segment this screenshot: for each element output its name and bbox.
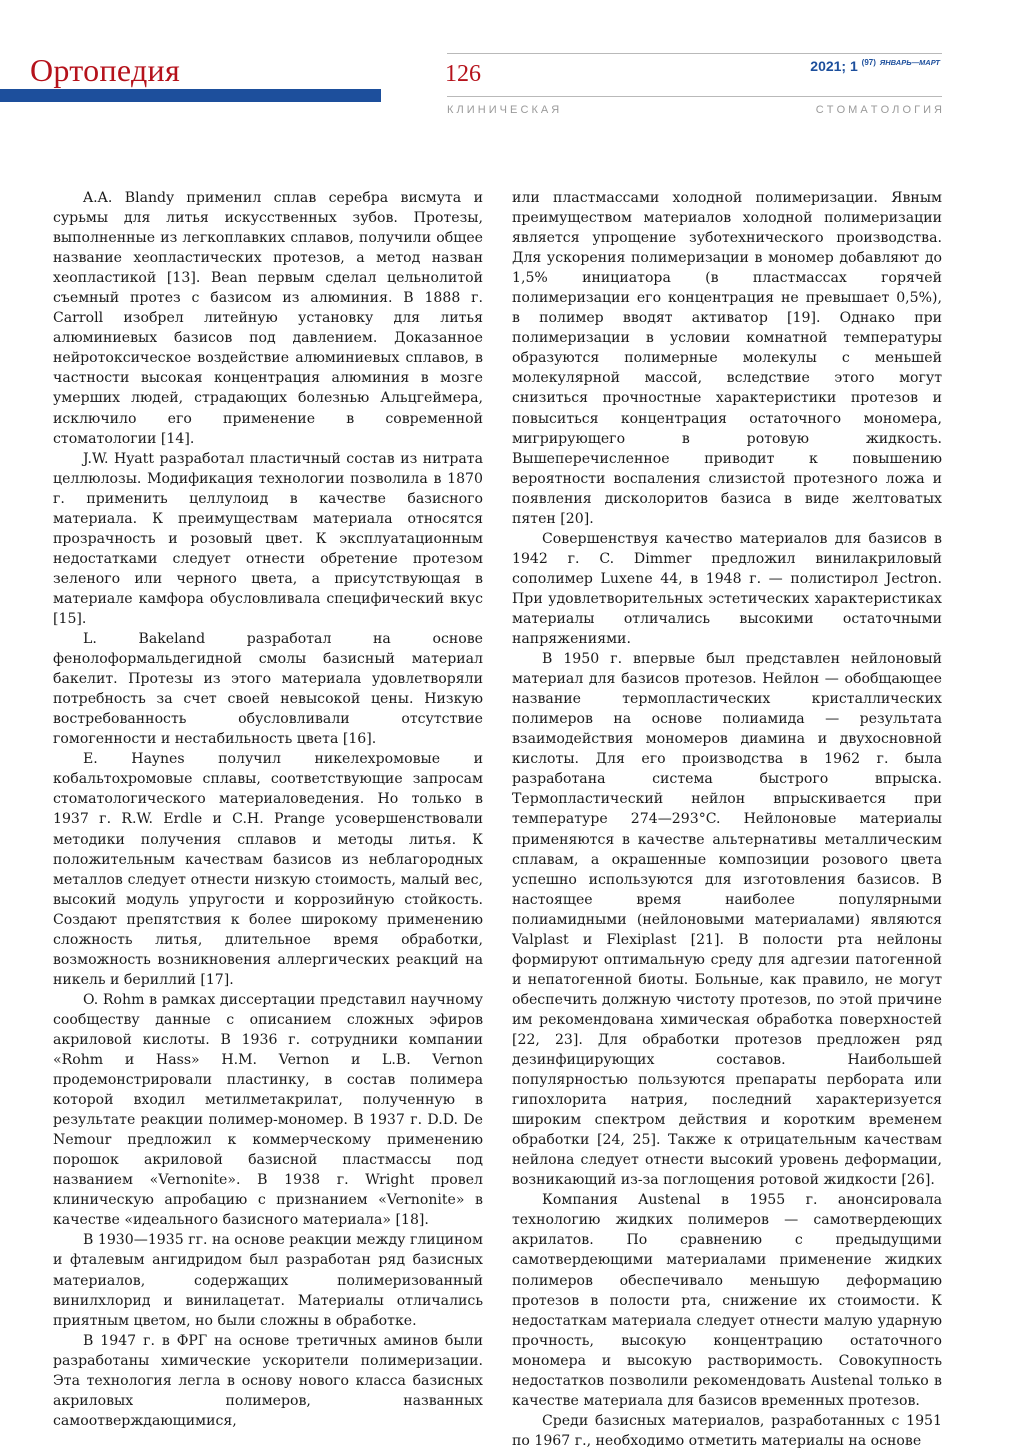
journal-word-2: С Т О М А Т О Л О Г И Я	[815, 104, 942, 116]
paragraph: J.W. Hyatt разработал пластичный состав из нитрата целлюлозы. Модификация технологии позволила в 1870 г. применить целлулоид в качестве базисного материала. К преимуществам материала относятся прозрачность и розовый цвет. К эксплуатационным недостатками следует отнести обретение протезом зеленого или черного цвета, а присутствующая в материале камфора обусловливала специфический вкус [15].	[53, 450, 483, 627]
issue-total: (97)	[861, 58, 876, 67]
paragraph: В 1947 г. в ФРГ на основе третичных аминов были разработаны химические ускорители полимеризации. Эта технология легла в основу нового класса базисных акриловых полимеров, названных самоотверждающимися,	[53, 1332, 483, 1429]
header-top-rule	[447, 53, 942, 54]
issue-year-number: 2021; 1	[810, 58, 858, 74]
header-mid-rule	[447, 96, 942, 97]
paragraph: O. Rohm в рамках диссертации представил научному сообществу данные с описанием сложных эфиров акриловой кислоты. В 1936 г. сотрудники компании «Rohm и Hass» H.M. Vernon и L.B. Vernon продемонстрировали пластинку, в состав полимера которой входил метилметакрилат, полученную в результате реакции полимер-мономер. В 1937 г. D.D. De Nemour предложил к коммерческому применению порошок акриловой базисной пластмассы под названием «Vernonite». В 1938 г. Wright провел клиническую апробацию с признанием «Vernonite» в качестве «идеального базисного материала» [18].	[53, 991, 483, 1229]
journal-word-1: К Л И Н И Ч Е С К А Я	[447, 104, 560, 116]
paragraph: Среди базисных материалов, разработанных с 1951 по 1967 г., необходимо отметить материалы на основе	[512, 1412, 942, 1449]
section-title: Ортопедия	[30, 52, 180, 88]
paragraph: Совершенствуя качество материалов для базисов в 1942 г. C. Dimmer предложил винилакриловый сополимер Luxene 44, в 1948 г. — полистирол Jectron. При удовлетворительных эстетических характеристиках материалы отличались высокими остаточными напряжениями.	[512, 530, 942, 648]
paragraph: E. Haynes получил никелехромовые и кобальтохромовые сплавы, соответствующие запросам стоматологического материаловедения. Но только в 1937 г. R.W. Erdle и C.H. Prange усовершенствовали методики получения сплавов и методы литья. К положительным качествам базисов из неблагородных металлов следует отнести низкую стоимость, малый вес, высокий модуль упругости и коррозийную стойкость. Создают препятствия к более широкому применению сложность литья, длительное время обработки, возможность возникновения аллергических реакций на никель и бериллий [17].	[53, 751, 483, 988]
left-column	[53, 188, 483, 1431]
issue-months: ЯНВАРЬ—МАРТ	[879, 58, 940, 67]
page-number: 126	[445, 61, 481, 87]
paragraph-continuation: или пластмассами холодной полимеризации. Явным преимуществом материалов холодной полимеризации является упрощение зуботехнического производства. Для ускорения полимеризации в мономер добавляют до 1,5% инициатора (в пластмассах горячей полимеризации его концентрация не превышает 0,5%), в полимер вводят активатор [19]. Однако при полимеризации в условии комнатной температуры образуются полимерные молекулы с меньшей молекулярной массой, вследствие этого могут снизиться прочностные характеристики протезов и повыситься концентрация остаточного мономера, мигрирующего в ротовую жидкость. Вышеперечисленное приводит к повышению вероятности воспаления слизистой протезного ложа и появления дисколоритов базиса в виде желтоватых пятен [20].	[512, 190, 942, 527]
paragraph: В 1930—1935 гг. на основе реакции между глицином и фталевым ангидридом был разработан ряд базисных материалов, содержащих полимеризованный винилхлорид и винилацетат. Материалы отличались приятным цветом, но были сложны в обработке.	[53, 1232, 483, 1329]
paragraph: В 1950 г. впервые был представлен нейлоновый материал для базисов протезов. Нейлон — обобщающее название термопластических кристаллических полимеров на основе полиамида — результата взаимодействия мономеров диамина и двухосновной кислоты. Для его производства в 1962 г. была разработана система быстрого впрыска. Термопластический нейлон впрыскивается при температуре 274—293°C. Нейлоновые материалы применяются в качестве альтернативы металлическим сплавам, а окрашенные композиции розового цвета успешно используются для изготовления базисов. В настоящее время наиболее популярными полиамидными (нейлоновыми материалами) являются Valplast и Flexiplast [21]. В полости рта нейлоны формируют оптимальную среду для адгезии патогенной и непатогенной биоты. Больные, как правило, не могут обеспечить должную чистоту протезов, по этой причине им рекомендована химическая обработка поверхностей [22, 23]. Для обработки протезов предложен ряд дезинфицирующих составов. Наибольшей популярностью пользуются препараты пербората или гипохлорита натрия, последний характеризуется широким спектром действия и коротким временем обработки [24, 25]. Также к отрицательным качествам нейлона следует отнести высокий уровень деформации, возникающий из-за поглощения ротовой жидкости [26].	[512, 651, 942, 1189]
journal-name	[447, 103, 942, 117]
section-color-bar	[0, 89, 381, 102]
paragraph: A.A. Blandy применил сплав серебра висмута и сурьмы для литья искусственных зубов. Протезы, выполненные из легкоплавких сплавов, получили общее название хеопластических протезов, а метод назван хеопластикой [13]. Bean первым сделал цельнолитой съемный протез с базисом из алюминия. В 1888 г. Carroll изобрел литейную установку для литья алюминиевых базисов под давлением. Доказанное нейротоксическое воздействие алюминиевых сплавов, в частности высокая концентрация алюминия в мозге умерших людей, страдающих болезнью Альцгеймера, исключило его применение в современной стоматологии [14].	[53, 190, 483, 447]
paragraph: Компания Austenal в 1955 г. анонсировала технологию жидких полимеров — самотвердеющих акрилатов. По сравнению с предыдущими самотвердеющими материалами применение жидких полимеров обеспечивало меньшую деформацию протезов в полости рта, снижение их стоимости. К недостаткам материала следует отнести малую ударную прочность, высокую концентрацию остаточного мономера и высокую растворимость. Совокупность недостатков позволили рекомендовать Austenal только в качестве материала для базисов временных протезов.	[512, 1192, 942, 1409]
paragraph: L. Bakeland разработал на основе фенолоформальдегидной смолы базисный материал бакелит. Протезы из этого материала удовлетворяли потребность за счет своей невысокой цены. Низкую востребованность обусловливали отсутствие гомогенности и нестабильность цвета [16].	[53, 631, 483, 748]
page-header	[0, 0, 1024, 130]
issue-info	[810, 59, 940, 73]
right-column	[512, 188, 942, 1451]
